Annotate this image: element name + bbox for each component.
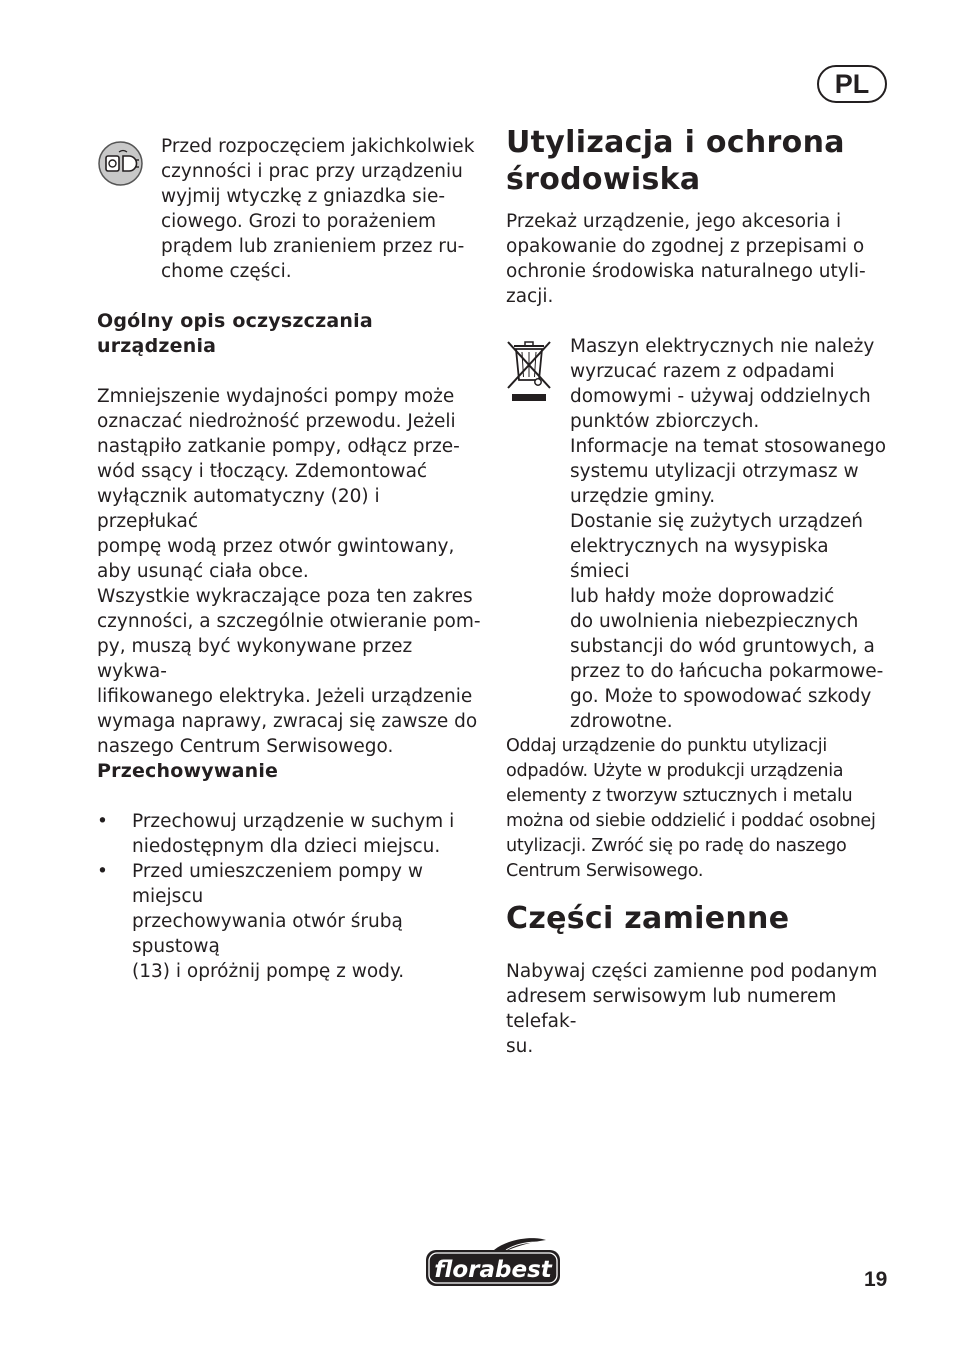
text-line: wód ssący i tłoczący. Zdemontować <box>97 461 428 482</box>
disposal-intro <box>506 209 891 309</box>
text-line: aby usunąć ciała obce. <box>97 561 309 582</box>
text-line: wyłącznik automatyczny (20) i przepłukać <box>97 486 380 532</box>
florabest-logo <box>424 1236 562 1290</box>
text-line: Przekaż urządzenie, jego akcesoria i <box>506 211 842 232</box>
text-line: czynności, a szczególnie otwieranie pom- <box>97 611 481 632</box>
text-line: odpadów. Użyte w produkcji urządzenia <box>506 761 844 781</box>
text-line: lub hałdy może doprowadzić <box>570 586 835 607</box>
heading-line: środowiska <box>506 162 701 197</box>
svg-text:florabest: florabest <box>434 1257 552 1283</box>
bullet: • <box>97 811 108 832</box>
text-line: py, muszą być wykonywane przez wykwa- <box>97 636 413 682</box>
bullet: • <box>97 861 108 882</box>
text-line: można od siebie oddzielić i poddać osobnej <box>506 811 876 831</box>
text-line: (13) i opróżnij pompę z wody. <box>132 961 405 982</box>
text-line: wyrzucać razem z odpadami <box>570 361 835 382</box>
list-item <box>97 809 487 859</box>
text-line: Centrum Serwisowego. <box>506 861 704 881</box>
list-item <box>97 859 487 984</box>
text-line: go. Może to spowodować szkody <box>570 686 872 707</box>
page-number: 19 <box>864 1268 888 1291</box>
text-line: naszego Centrum Serwisowego. <box>97 736 394 757</box>
warning-line: prądem lub zranieniem przez ru- <box>161 236 465 257</box>
text-line: systemu utylizacji otrzymasz w <box>570 461 859 482</box>
text-line: Wszystkie wykraczające poza ten zakres <box>97 586 473 607</box>
text-line: su. <box>506 1036 534 1057</box>
text-line: nastąpiło zatkanie pompy, odłącz prze- <box>97 436 460 457</box>
heading-line: urządzenia <box>97 335 217 357</box>
text-line: Przed umieszczeniem pompy w miejscu <box>132 861 423 907</box>
text-line: ochronie środowiska naturalnego utyli- <box>506 261 866 282</box>
unplug-warning-icon <box>97 140 144 187</box>
text-line: substancji do wód gruntowych, a <box>570 636 875 657</box>
text-line: elementy z tworzyw sztucznych i metalu <box>506 786 853 806</box>
text-line: pompę wodą przez otwór gwintowany, <box>97 536 455 557</box>
cleaning-paragraph-2 <box>97 584 482 759</box>
text-line: oznaczać niedrożność przewodu. Jeżeli <box>97 411 456 432</box>
text-line: przez to do łańcucha pokarmowe- <box>570 661 884 682</box>
text-line: do uwolnienia niebezpiecznych <box>570 611 859 632</box>
text-line: urzędzie gminy. <box>570 486 716 507</box>
text-line: punktów zbiorczych. <box>570 411 760 432</box>
storage-list <box>97 809 487 984</box>
spare-parts-text <box>506 959 891 1059</box>
text-line: domowymi - używaj oddzielnych <box>570 386 871 407</box>
text-line: przechowywania otwór śrubą spustową <box>132 911 403 957</box>
text-line: Przechowuj urządzenie w suchym i <box>132 811 455 832</box>
text-line: Zmniejszenie wydajności pompy może <box>97 386 455 407</box>
disposal-heading <box>506 124 891 198</box>
weee-text <box>570 334 890 734</box>
heading-line: Utylizacja i ochrona <box>506 125 845 160</box>
spare-parts-heading: Części zamienne <box>506 901 790 936</box>
text-line: opakowanie do zgodnej z przepisami o <box>506 236 865 257</box>
warning-line: ciowego. Grozi to porażeniem <box>161 211 437 232</box>
warning-line: wyjmij wtyczkę z gniazdka sie- <box>161 186 446 207</box>
text-line: utylizacji. Zwróć się po radę do naszego <box>506 836 847 856</box>
text-line: niedostępnym dla dzieci miejscu. <box>132 836 441 857</box>
text-line: wymaga naprawy, zwracaj się zawsze do <box>97 711 478 732</box>
cleaning-heading <box>97 309 482 359</box>
warning-line: czynności i prac przy urządzeniu <box>161 161 463 182</box>
warning-line: Przed rozpoczęciem jakichkolwiek <box>161 136 475 157</box>
storage-heading: Przechowywanie <box>97 760 279 782</box>
disposal-outro <box>506 734 891 884</box>
text-line: Oddaj urządzenie do punktu utylizacji <box>506 736 827 756</box>
text-line: Nabywaj części zamienne pod podanym <box>506 961 878 982</box>
text-line: lifikowanego elektryka. Jeżeli urządzenie <box>97 686 473 707</box>
text-line: zdrowotne. <box>570 711 673 732</box>
text-line: elektrycznych na wysypiska śmieci <box>570 536 829 582</box>
unplug-warning-text <box>161 134 481 284</box>
heading-line: Ogólny opis oczyszczania <box>97 310 373 332</box>
text-line: adresem serwisowym lub numerem telefak- <box>506 986 837 1032</box>
warning-line: chome części. <box>161 261 292 282</box>
text-line: Informacje na temat stosowanego <box>570 436 887 457</box>
language-badge: PL <box>817 65 887 103</box>
text-line: Maszyn elektrycznych nie należy <box>570 336 875 357</box>
text-line: Dostanie się zużytych urządzeń <box>570 511 863 532</box>
cleaning-paragraph-1 <box>97 384 482 584</box>
crossed-bin-icon <box>502 338 556 406</box>
text-line: zacji. <box>506 286 554 307</box>
